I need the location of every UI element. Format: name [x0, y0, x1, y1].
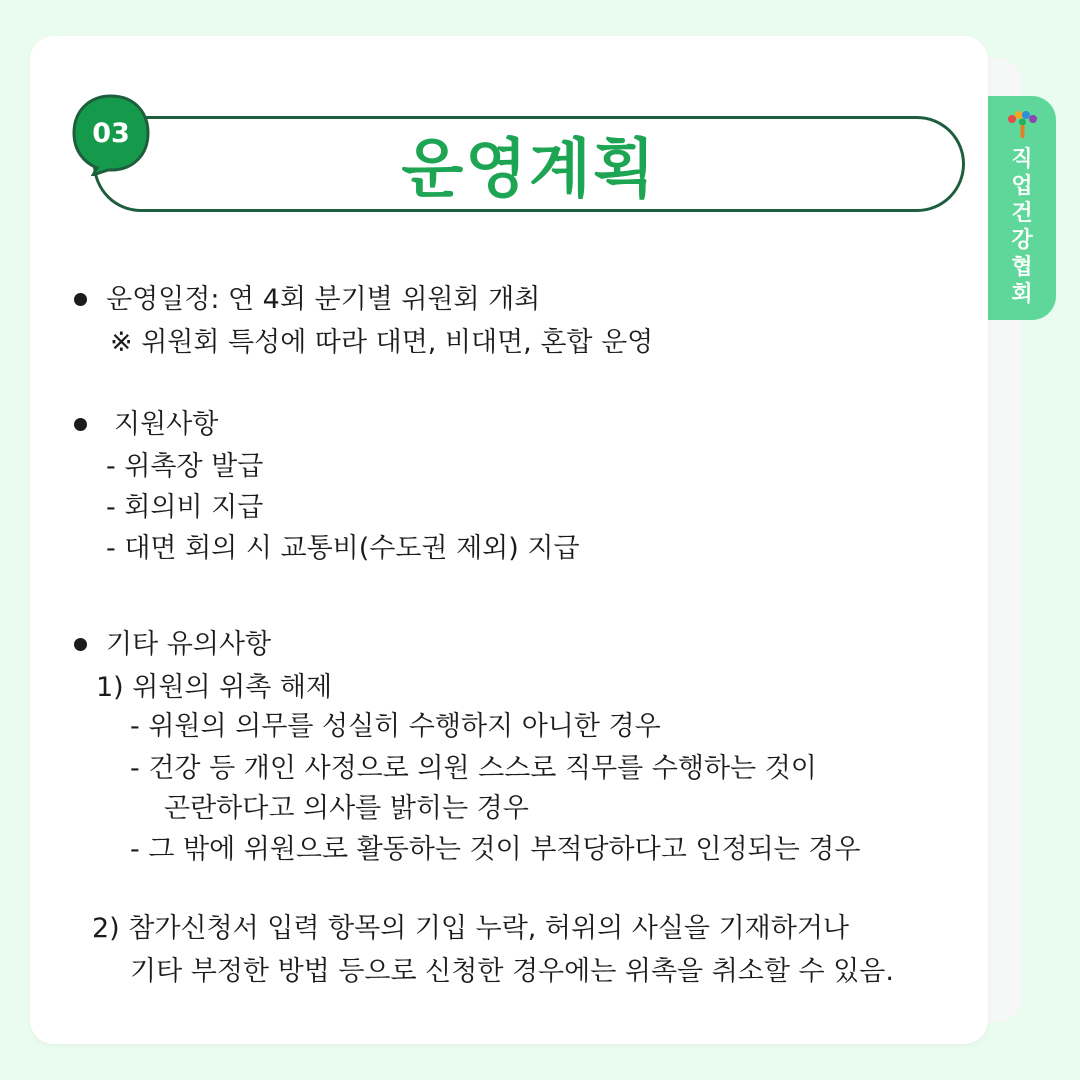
notes-section2-line-continued: 기타 부정한 방법 등으로 신청한 경우에는 위촉을 취소할 수 있음. [130, 956, 894, 987]
notes-section2-line: 2) 참가신청서 입력 항목의 기입 누락, 허위의 사실을 기재하거나 [92, 913, 850, 944]
notes-section1-title: 1) 위원의 위촉 해제 [96, 672, 333, 703]
page-title: 운영계획 [401, 133, 657, 207]
brand-side-tab [988, 96, 1056, 320]
support-item: - 대면 회의 시 교통비(수도권 제외) 지급 [106, 533, 580, 564]
tree-logo-icon [1005, 110, 1039, 140]
bullet-dot [74, 418, 87, 431]
support-item: - 위촉장 발급 [106, 451, 264, 482]
schedule-heading: 운영일정: 연 4회 분기별 위원회 개최 [106, 284, 541, 315]
notes-section1-item: - 건강 등 개인 사정으로 의원 스스로 직무를 수행하는 것이 [130, 753, 817, 784]
brand-name: 직업건강협회 [1011, 147, 1033, 307]
schedule-note: ※ 위원회 특성에 따라 대면, 비대면, 혼합 운영 [110, 327, 654, 358]
notes-section1-item: - 위원의 의무를 성실히 수행하지 아니한 경우 [130, 711, 661, 742]
bullet-dot [74, 293, 87, 306]
notes-section1-item: - 그 밖에 위원으로 활동하는 것이 부적당하다고 인정되는 경우 [130, 834, 861, 865]
notes-section1-item-continued: 곤란하다고 의사를 밝히는 경우 [164, 793, 529, 824]
notes-heading: 기타 유의사항 [106, 629, 272, 660]
support-item: - 회의비 지급 [106, 492, 264, 523]
support-heading: 지원사항 [114, 409, 219, 440]
section-number: 03 [92, 117, 130, 149]
bullet-dot [74, 638, 87, 651]
